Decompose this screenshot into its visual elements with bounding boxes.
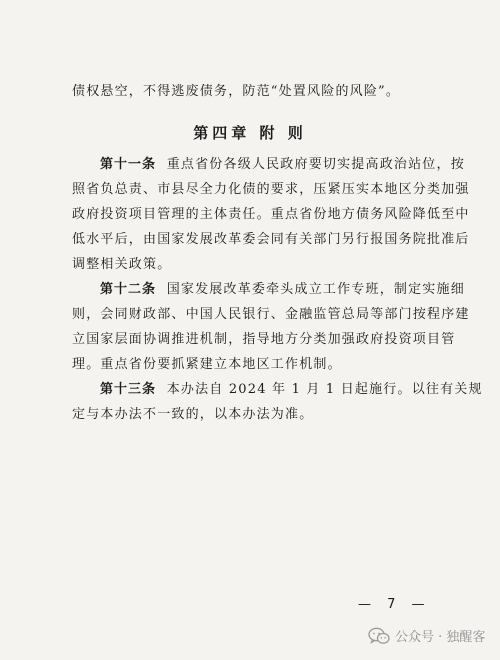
article-text-line: 调整相关政策。 (72, 257, 172, 272)
article-text-line: 定与本办法不一致的，以本办法为准。 (72, 407, 314, 422)
article-text-line: 低水平后，由国家发展改革委会同有关部门另行报国务院批准后 (72, 232, 470, 247)
chapter-title: 第四章 附 则 (193, 124, 307, 142)
article-text-line: 照省负总责、市县尽全力化债的要求，压紧压实本地区分类加强 (72, 182, 470, 197)
article-text-line: 理。重点省份要抓紧建立本地区工作机制。 (72, 357, 342, 372)
top-line: 债权悬空，不得逃废债务，防范“处置风险的风险”。 (72, 84, 401, 99)
article-text-line: 则，会同财政部、中国人民银行、金融监管总局等部门按程序建 (72, 307, 470, 322)
article-text-line: 政府投资项目管理的主体责任。重点省份地方债务风险降低至中 (72, 207, 470, 222)
watermark (368, 626, 485, 645)
article-text: 重点省份各级人民政府要切实提高政治站位，按 (166, 157, 465, 172)
watermark-text: 公众号 · 独醒客 (395, 630, 486, 645)
article-label: 第十三条 (100, 382, 157, 397)
article-text: 国家发展改革委牵头成立工作专班，制定实施细 (166, 282, 465, 297)
article-label: 第十二条 (100, 282, 157, 297)
article-13-first-line (100, 382, 483, 398)
page-number: — 7 — (358, 597, 431, 612)
article-label: 第十一条 (100, 157, 157, 172)
article-12-first-line (100, 282, 465, 298)
article-11-first-line (100, 157, 465, 173)
wechat-icon (368, 627, 390, 645)
article-text: 本办法自 2024 年 1 月 1 日起施行。以往有关规 (166, 382, 483, 397)
article-text-line: 立国家层面协调推进机制，指导地方分类加强政府投资项目管 (72, 332, 456, 347)
